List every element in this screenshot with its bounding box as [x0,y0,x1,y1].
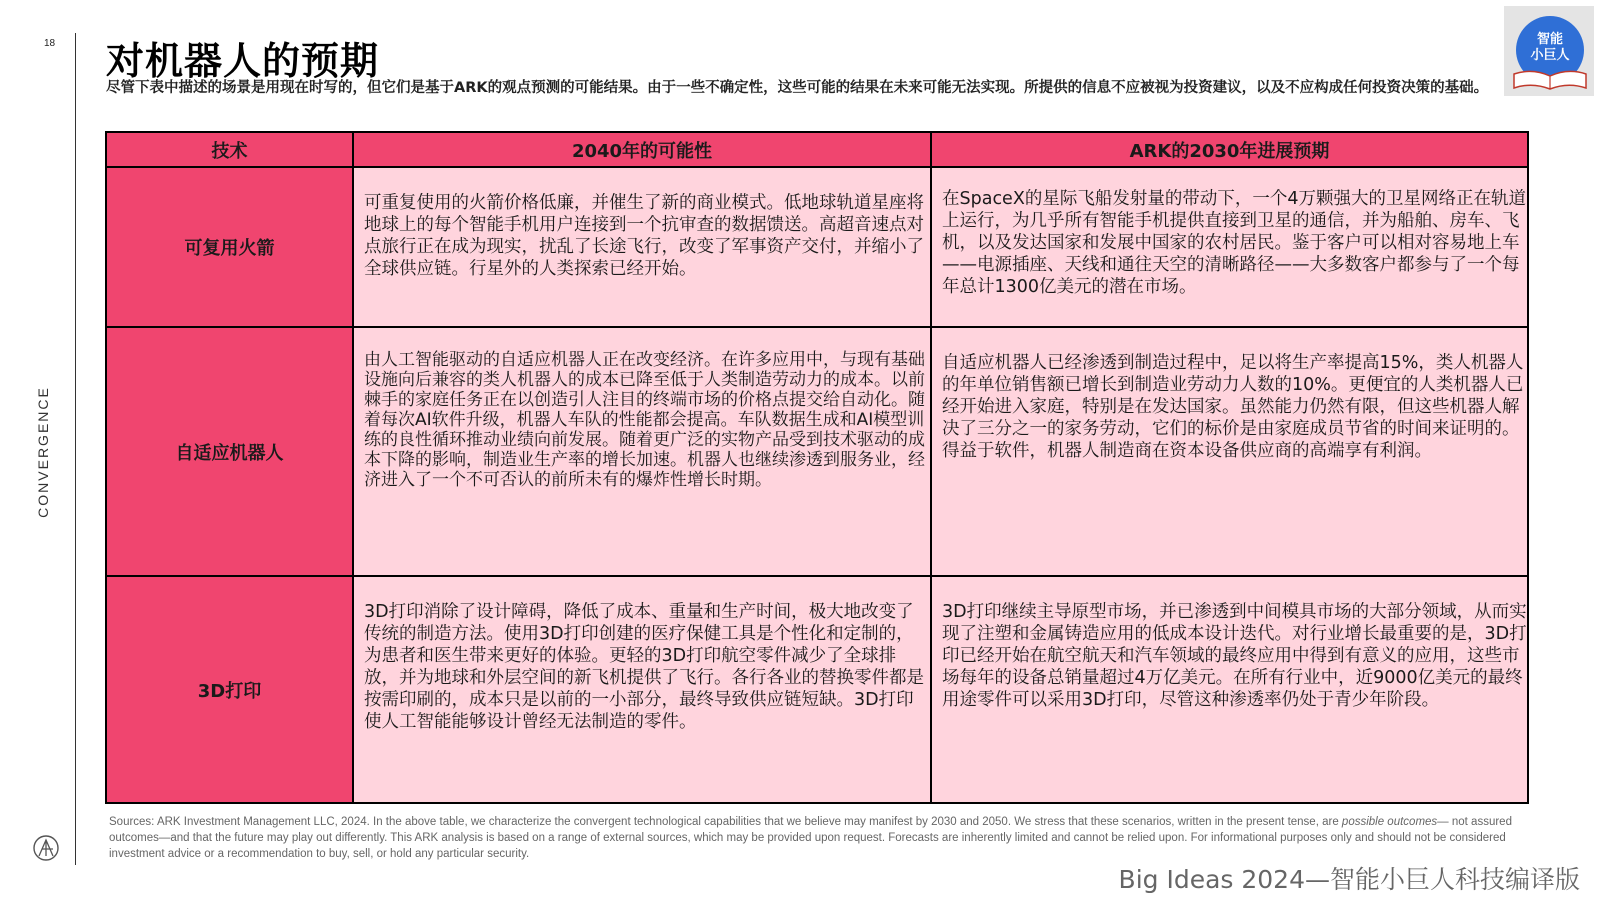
row-label-3d-printing: 3D打印 [107,577,354,802]
brand-badge [1504,6,1594,96]
sources-emphasis: possible outcomes [1341,816,1438,828]
cell-2030-reusable-rockets: 在SpaceX的星际飞船发射量的带动下，一个4万颗强大的卫星网络正在轨道上运行，为几乎所有智能手机提供直接到卫星的通信，并为船舶、房车、飞机，以及发达国家和发展中国家的农村居民。鉴于客户可以相对容易地上车——电源插座、天线和通往天空的清晰路径——大多数客户都参与了一个每年总计1300亿美元的潜在市场。 [932,168,1527,328]
column-header-technology: 技术 [107,133,354,168]
cell-2040-3d-printing: 3D打印消除了设计障碍，降低了成本、重量和生产时间，极大地改变了传统的制造方法。使用3D打印创建的医疗保健工具是个性化和定制的，为患者和医生带来更好的体验。更轻的3D打印航空零件减少了全球排放，并为地球和外层空间的新飞机提供了飞行。各行各业的替换零件都是按需印刷的，成本只是以前的一小部分，最终导致供应链短缺。3D打印使人工智能能够设计曾经无法制造的零件。 [354,577,932,802]
page-title: 对机器人的预期 [106,39,380,83]
cell-2030-adaptive-robots: 自适应机器人已经渗透到制造过程中，足以将生产率提高15%，类人机器人的年单位销售额已增长到制造业劳动力人数的10%。更便宜的人类机器人已经开始进入家庭，特别是在发达国家。虽然能力仍然有限，但这些机器人解决了三分之一的家务劳动，它们的标价是由家庭成员节省的时间来证明的。得益于软件，机器人制造商在资本设备供应商的高端享有利润。 [932,328,1527,577]
cell-2030-3d-printing: 3D打印继续主导原型市场，并已渗透到中间模具市场的大部分领域，从而实现了注塑和金属铸造应用的低成本设计迭代。对行业增长最重要的是，3D打印已经开始在航空航天和汽车领域的最终应用中得到有意义的应用，这些市场每年的设备总销量超过4万亿美元。在所有行业中，近9000亿美元的最终用途零件可以采用3D打印，尽管这种渗透率仍处于青少年阶段。 [932,577,1527,802]
sources-text-end: — not assured outcomes—and that the future may play out differently. This ARK analysis is based on a range of external sources, which may be provided upon request. Forecasts are inherently limited and cannot be relied upon. For informational purposes only and should not be considered investment advice or a recommendation to buy, sell, or hold any particular security. [109,816,1512,860]
left-divider [75,33,76,865]
open-book-icon [1512,68,1588,90]
cell-2040-adaptive-robots: 由人工智能驱动的自适应机器人正在改变经济。在许多应用中，与现有基础设施向后兼容的类人机器人的成本已降至低于人类制造劳动力的成本。以前棘手的家庭任务正在以创造引人注目的终端市场的价格点提交给自动化。随着每次AI软件升级，机器人车队的性能都会提高。车队数据生成和AI模型训练的良性循环推动业绩向前发展。随着更广泛的实物产品受到技术驱动的成本下降的影响，制造业生产率的增长加速。机器人也继续渗透到服务业，经济进入了一个不可否认的前所未有的爆炸性增长时期。 [354,328,932,577]
ark-logo-icon [32,834,60,862]
badge-line-1: 智能 [1536,32,1563,47]
disclaimer-subtitle: 尽管下表中描述的场景是用现在时写的，但它们是基于ARK的观点预测的可能结果。由于一些不确定性，这些可能的结果在未来可能无法实现。所提供的信息不应被视为投资建议，以及不应构成任何投资决策的基础。 [106,80,1489,96]
section-side-label: CONVERGENCE [35,386,51,518]
comparison-table [105,131,1529,804]
column-header-2030: ARK的2030年进展预期 [932,133,1527,168]
badge-text [1516,32,1584,64]
sources-text-start: Sources: ARK Investment Management LLC, 2024. In the above table, we characterize the convergent technological capabilities that we believe may manifest by 2030 and 2050. We stress that these scenarios, written in the present tense, are [109,816,1342,828]
page-number: 18 [44,38,56,49]
row-label-reusable-rockets: 可复用火箭 [107,168,354,328]
footer-brand: Big Ideas 2024—智能小巨人科技编译版 [1118,865,1580,894]
cell-2040-reusable-rockets: 可重复使用的火箭价格低廉，并催生了新的商业模式。低地球轨道星座将地球上的每个智能手机用户连接到一个抗审查的数据馈送。高超音速点对点旅行正在成为现实，扰乱了长途飞行，改变了军事资产交付，并缩小了全球供应链。行星外的人类探索已经开始。 [354,168,932,328]
badge-line-2: 小巨人 [1530,48,1570,63]
sources-footnote [109,814,1529,862]
row-label-adaptive-robots: 自适应机器人 [107,328,354,577]
column-header-2040: 2040年的可能性 [354,133,932,168]
